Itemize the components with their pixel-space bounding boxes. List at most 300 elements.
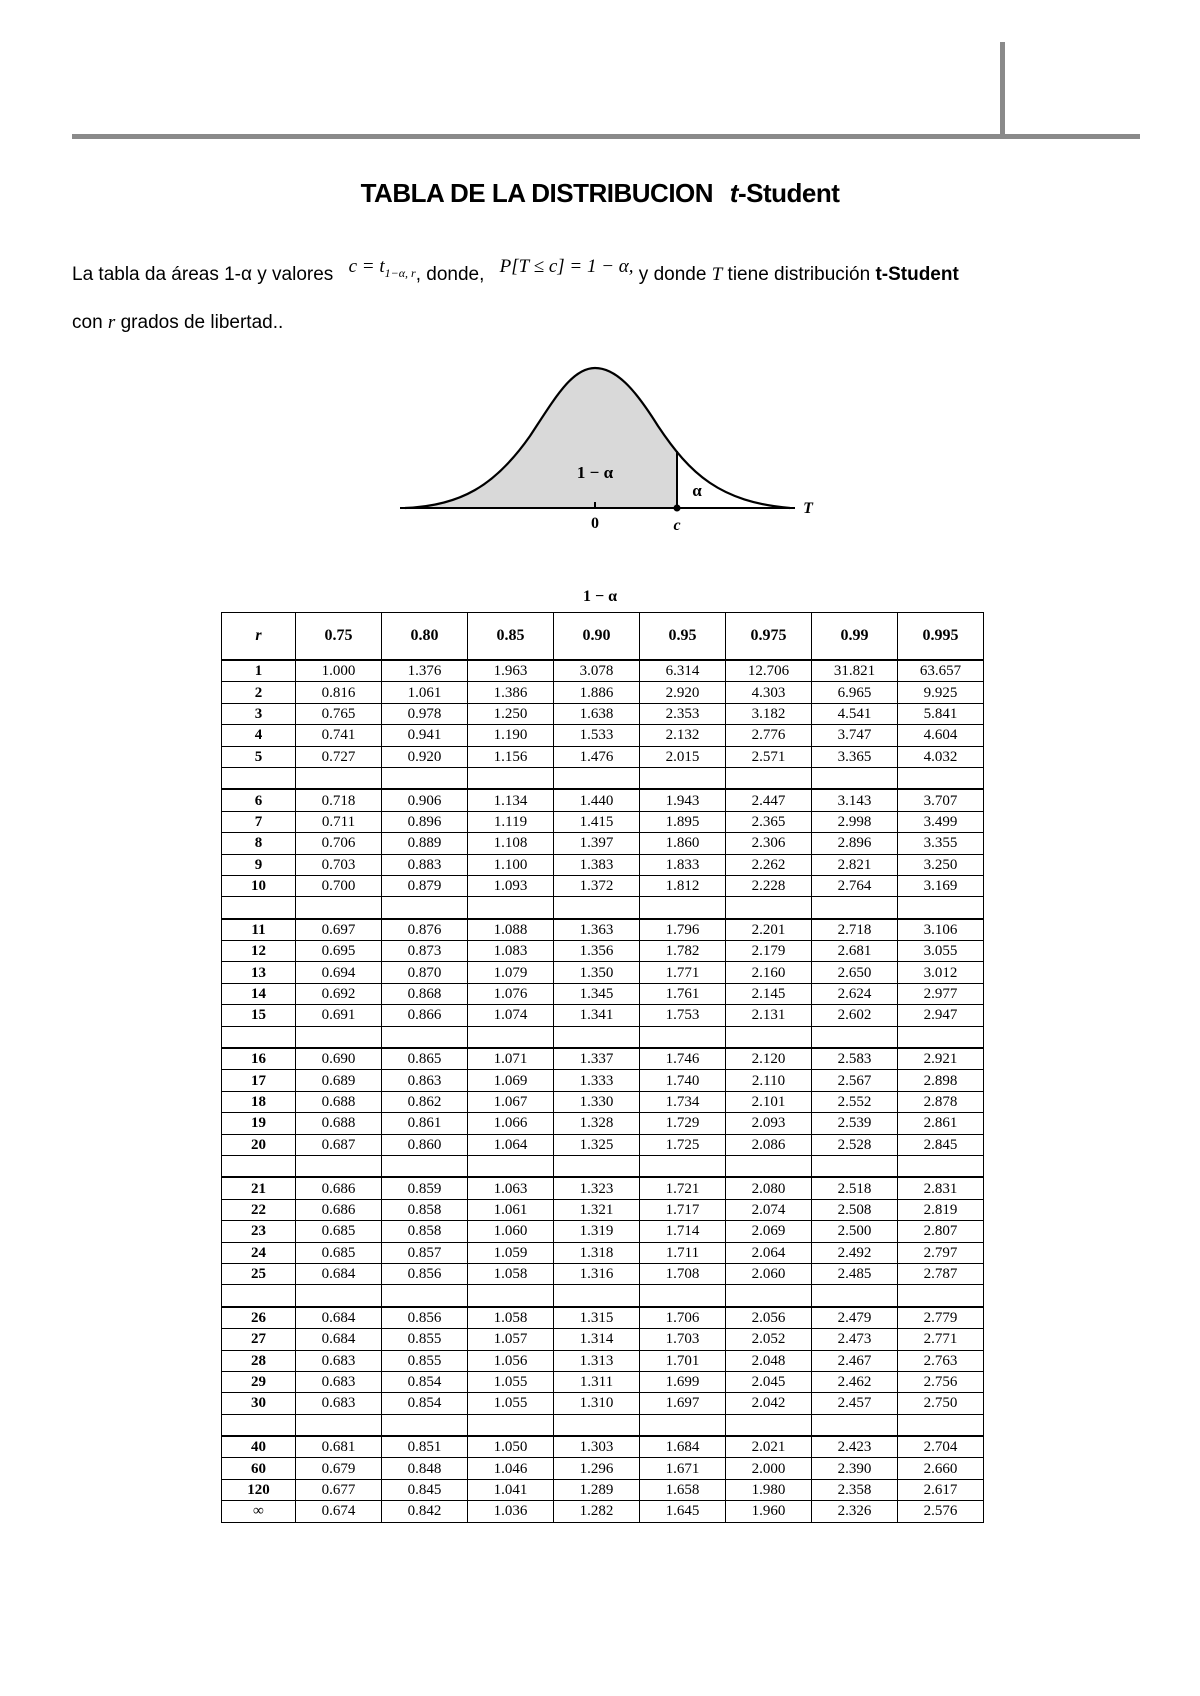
value-cell: 2.045 <box>726 1371 812 1392</box>
value-cell: 1.303 <box>554 1436 640 1458</box>
alpha-label: α <box>692 481 702 500</box>
value-cell: 0.845 <box>382 1479 468 1500</box>
df-cell: 24 <box>222 1242 296 1263</box>
table-row <box>222 1177 984 1199</box>
value-cell: 1.476 <box>554 746 640 767</box>
intro-tstudent: t-Student <box>875 264 959 285</box>
value-cell: 0.689 <box>296 1070 382 1091</box>
df-cell: ∞ <box>222 1501 296 1522</box>
value-cell: 0.859 <box>382 1177 468 1199</box>
df-cell: 25 <box>222 1263 296 1284</box>
value-cell: 2.492 <box>812 1242 898 1263</box>
value-cell: 2.624 <box>812 983 898 1004</box>
value-cell: 1.812 <box>640 875 726 896</box>
value-cell: 2.021 <box>726 1436 812 1458</box>
value-cell: 2.365 <box>726 811 812 832</box>
value-cell: 2.326 <box>812 1501 898 1522</box>
value-cell: 2.898 <box>898 1070 984 1091</box>
table-row <box>222 811 984 832</box>
value-cell: 0.683 <box>296 1371 382 1392</box>
value-cell: 2.390 <box>812 1458 898 1479</box>
df-cell: 26 <box>222 1307 296 1329</box>
value-cell: 2.120 <box>726 1048 812 1070</box>
value-cell: 2.750 <box>898 1393 984 1414</box>
value-cell: 1.250 <box>468 703 554 724</box>
spacer-cell <box>468 897 554 919</box>
value-cell: 0.741 <box>296 725 382 746</box>
df-cell: 17 <box>222 1070 296 1091</box>
spacer-cell <box>554 1285 640 1307</box>
value-cell: 2.896 <box>812 833 898 854</box>
table-row <box>222 746 984 767</box>
value-cell: 1.055 <box>468 1371 554 1392</box>
value-cell: 1.134 <box>468 789 554 811</box>
value-cell: 1.041 <box>468 1479 554 1500</box>
df-cell: 4 <box>222 725 296 746</box>
value-cell: 1.314 <box>554 1329 640 1350</box>
value-cell: 1.119 <box>468 811 554 832</box>
spacer-cell <box>468 1414 554 1436</box>
intro-alpha: α <box>241 264 252 285</box>
spacer-cell <box>898 1414 984 1436</box>
intro-text-5: tiene distribución <box>722 264 876 285</box>
df-cell: 29 <box>222 1371 296 1392</box>
value-cell: 3.012 <box>898 962 984 983</box>
value-cell: 2.779 <box>898 1307 984 1329</box>
value-cell: 1.350 <box>554 962 640 983</box>
spacer-cell <box>554 1414 640 1436</box>
spacer-cell <box>554 1155 640 1177</box>
spacer-cell <box>812 1155 898 1177</box>
value-cell: 2.583 <box>812 1048 898 1070</box>
df-cell: 27 <box>222 1329 296 1350</box>
df-cell: 21 <box>222 1177 296 1199</box>
table-caption: 1 − α <box>582 588 618 605</box>
value-cell: 2.179 <box>726 941 812 962</box>
value-cell: 0.686 <box>296 1199 382 1220</box>
spacer-cell <box>222 1026 296 1048</box>
header-cell: 0.85 <box>468 613 554 661</box>
value-cell: 1.108 <box>468 833 554 854</box>
value-cell: 2.821 <box>812 854 898 875</box>
value-cell: 1.729 <box>640 1113 726 1134</box>
value-cell: 1.386 <box>468 682 554 703</box>
value-cell: 12.706 <box>726 660 812 682</box>
value-cell: 2.977 <box>898 983 984 1004</box>
value-cell: 1.093 <box>468 875 554 896</box>
df-cell: 20 <box>222 1134 296 1155</box>
spacer-cell <box>898 1155 984 1177</box>
spacer-row <box>222 1026 984 1048</box>
value-cell: 1.050 <box>468 1436 554 1458</box>
table-row <box>222 1371 984 1392</box>
value-cell: 0.692 <box>296 983 382 1004</box>
value-cell: 0.851 <box>382 1436 468 1458</box>
value-cell: 1.056 <box>468 1350 554 1371</box>
value-cell: 1.684 <box>640 1436 726 1458</box>
value-cell: 1.717 <box>640 1199 726 1220</box>
value-cell: 0.684 <box>296 1329 382 1350</box>
header-cell: 0.95 <box>640 613 726 661</box>
value-cell: 1.057 <box>468 1329 554 1350</box>
df-cell: 18 <box>222 1091 296 1112</box>
value-cell: 2.000 <box>726 1458 812 1479</box>
value-cell: 1.699 <box>640 1371 726 1392</box>
value-cell: 0.865 <box>382 1048 468 1070</box>
value-cell: 1.943 <box>640 789 726 811</box>
value-cell: 0.686 <box>296 1177 382 1199</box>
value-cell: 2.080 <box>726 1177 812 1199</box>
spacer-cell <box>382 1026 468 1048</box>
df-cell: 16 <box>222 1048 296 1070</box>
value-cell: 2.093 <box>726 1113 812 1134</box>
value-cell: 2.479 <box>812 1307 898 1329</box>
value-cell: 0.866 <box>382 1005 468 1026</box>
table-row <box>222 1221 984 1242</box>
spacer-cell <box>640 1026 726 1048</box>
header-r: r <box>222 613 296 661</box>
value-cell: 1.059 <box>468 1242 554 1263</box>
value-cell: 1.315 <box>554 1307 640 1329</box>
value-cell: 0.685 <box>296 1242 382 1263</box>
table-row <box>222 1501 984 1522</box>
value-cell: 0.674 <box>296 1501 382 1522</box>
formula-c-main: c = t <box>348 256 385 277</box>
value-cell: 2.704 <box>898 1436 984 1458</box>
header-cell: 0.995 <box>898 613 984 661</box>
value-cell: 0.854 <box>382 1371 468 1392</box>
table-row <box>222 703 984 724</box>
value-cell: 1.671 <box>640 1458 726 1479</box>
value-cell: 2.160 <box>726 962 812 983</box>
spacer-cell <box>726 897 812 919</box>
value-cell: 1.066 <box>468 1113 554 1134</box>
value-cell: 2.921 <box>898 1048 984 1070</box>
intro-r: r <box>107 311 116 333</box>
table-row <box>222 789 984 811</box>
value-cell: 0.684 <box>296 1263 382 1284</box>
header-cell: 0.975 <box>726 613 812 661</box>
value-cell: 0.706 <box>296 833 382 854</box>
value-cell: 1.319 <box>554 1221 640 1242</box>
value-cell: 1.036 <box>468 1501 554 1522</box>
value-cell: 0.861 <box>382 1113 468 1134</box>
value-cell: 2.132 <box>640 725 726 746</box>
value-cell: 0.896 <box>382 811 468 832</box>
value-cell: 0.685 <box>296 1221 382 1242</box>
value-cell: 1.658 <box>640 1479 726 1500</box>
value-cell: 2.069 <box>726 1221 812 1242</box>
spacer-cell <box>296 1026 382 1048</box>
value-cell: 2.457 <box>812 1393 898 1414</box>
intro-T: T <box>711 264 723 285</box>
value-cell: 1.980 <box>726 1479 812 1500</box>
header-cell: 0.99 <box>812 613 898 661</box>
value-cell: 2.831 <box>898 1177 984 1199</box>
value-cell: 2.508 <box>812 1199 898 1220</box>
value-cell: 1.706 <box>640 1307 726 1329</box>
value-cell: 1.782 <box>640 941 726 962</box>
formula-c <box>349 246 416 294</box>
value-cell: 0.679 <box>296 1458 382 1479</box>
spacer-row <box>222 897 984 919</box>
value-cell: 1.711 <box>640 1242 726 1263</box>
value-cell: 1.071 <box>468 1048 554 1070</box>
value-cell: 0.727 <box>296 746 382 767</box>
df-cell: 8 <box>222 833 296 854</box>
value-cell: 0.978 <box>382 703 468 724</box>
value-cell: 2.998 <box>812 811 898 832</box>
value-cell: 3.055 <box>898 941 984 962</box>
header-cell: 0.90 <box>554 613 640 661</box>
table-row <box>222 919 984 941</box>
value-cell: 1.333 <box>554 1070 640 1091</box>
spacer-cell <box>812 1414 898 1436</box>
value-cell: 1.708 <box>640 1263 726 1284</box>
header-cell: 0.80 <box>382 613 468 661</box>
value-cell: 2.819 <box>898 1199 984 1220</box>
value-cell: 31.821 <box>812 660 898 682</box>
value-cell: 1.721 <box>640 1177 726 1199</box>
spacer-cell <box>726 1155 812 1177</box>
value-cell: 2.552 <box>812 1091 898 1112</box>
spacer-cell <box>812 897 898 919</box>
value-cell: 1.337 <box>554 1048 640 1070</box>
value-cell: 2.861 <box>898 1113 984 1134</box>
intro-paragraph <box>72 254 1140 344</box>
value-cell: 0.700 <box>296 875 382 896</box>
spacer-cell <box>382 1285 468 1307</box>
area-label: 1 − α <box>576 463 614 482</box>
value-cell: 2.787 <box>898 1263 984 1284</box>
value-cell: 1.310 <box>554 1393 640 1414</box>
spacer-cell <box>222 897 296 919</box>
value-cell: 1.061 <box>382 682 468 703</box>
value-cell: 9.925 <box>898 682 984 703</box>
spacer-cell <box>726 1414 812 1436</box>
value-cell: 0.870 <box>382 962 468 983</box>
df-cell: 5 <box>222 746 296 767</box>
value-cell: 0.868 <box>382 983 468 1004</box>
value-cell: 2.060 <box>726 1263 812 1284</box>
value-cell: 0.695 <box>296 941 382 962</box>
value-cell: 0.683 <box>296 1393 382 1414</box>
table-row <box>222 854 984 875</box>
value-cell: 2.467 <box>812 1350 898 1371</box>
table-row <box>222 1307 984 1329</box>
value-cell: 6.314 <box>640 660 726 682</box>
value-cell: 1.069 <box>468 1070 554 1091</box>
value-cell: 0.889 <box>382 833 468 854</box>
value-cell: 0.856 <box>382 1307 468 1329</box>
title-suffix: -Student <box>737 178 840 208</box>
value-cell: 1.100 <box>468 854 554 875</box>
value-cell: 3.169 <box>898 875 984 896</box>
value-cell: 3.707 <box>898 789 984 811</box>
value-cell: 2.306 <box>726 833 812 854</box>
value-cell: 1.963 <box>468 660 554 682</box>
spacer-cell <box>640 1155 726 1177</box>
spacer-cell <box>812 767 898 789</box>
value-cell: 0.694 <box>296 962 382 983</box>
spacer-cell <box>898 767 984 789</box>
intro-text-2: y valores <box>252 264 334 285</box>
value-cell: 1.190 <box>468 725 554 746</box>
value-cell: 0.683 <box>296 1350 382 1371</box>
value-cell: 2.228 <box>726 875 812 896</box>
value-cell: 1.316 <box>554 1263 640 1284</box>
spacer-row <box>222 1414 984 1436</box>
value-cell: 2.947 <box>898 1005 984 1026</box>
value-cell: 1.372 <box>554 875 640 896</box>
value-cell: 0.879 <box>382 875 468 896</box>
spacer-cell <box>468 767 554 789</box>
header-vertical-rule <box>1000 42 1005 138</box>
value-cell: 0.688 <box>296 1113 382 1134</box>
df-cell: 22 <box>222 1199 296 1220</box>
value-cell: 2.571 <box>726 746 812 767</box>
value-cell: 0.920 <box>382 746 468 767</box>
value-cell: 0.906 <box>382 789 468 811</box>
value-cell: 0.816 <box>296 682 382 703</box>
df-cell: 9 <box>222 854 296 875</box>
value-cell: 1.074 <box>468 1005 554 1026</box>
value-cell: 0.855 <box>382 1350 468 1371</box>
value-cell: 2.015 <box>640 746 726 767</box>
t-table <box>221 612 984 1523</box>
value-cell: 2.358 <box>812 1479 898 1500</box>
value-cell: 2.423 <box>812 1436 898 1458</box>
table-row <box>222 1199 984 1220</box>
value-cell: 0.690 <box>296 1048 382 1070</box>
value-cell: 0.876 <box>382 919 468 941</box>
value-cell: 1.058 <box>468 1263 554 1284</box>
value-cell: 1.325 <box>554 1134 640 1155</box>
value-cell: 0.711 <box>296 811 382 832</box>
df-cell: 60 <box>222 1458 296 1479</box>
value-cell: 0.858 <box>382 1221 468 1242</box>
value-cell: 1.697 <box>640 1393 726 1414</box>
value-cell: 1.833 <box>640 854 726 875</box>
df-cell: 40 <box>222 1436 296 1458</box>
df-cell: 12 <box>222 941 296 962</box>
value-cell: 2.528 <box>812 1134 898 1155</box>
table-row <box>222 1113 984 1134</box>
value-cell: 0.718 <box>296 789 382 811</box>
value-cell: 2.462 <box>812 1371 898 1392</box>
spacer-cell <box>640 1414 726 1436</box>
value-cell: 0.703 <box>296 854 382 875</box>
spacer-cell <box>296 767 382 789</box>
value-cell: 2.074 <box>726 1199 812 1220</box>
value-cell: 2.650 <box>812 962 898 983</box>
value-cell: 2.447 <box>726 789 812 811</box>
spacer-cell <box>554 1026 640 1048</box>
value-cell: 2.131 <box>726 1005 812 1026</box>
value-cell: 2.776 <box>726 725 812 746</box>
value-cell: 3.078 <box>554 660 640 682</box>
value-cell: 1.703 <box>640 1329 726 1350</box>
table-row <box>222 833 984 854</box>
df-cell: 120 <box>222 1479 296 1500</box>
value-cell: 2.048 <box>726 1350 812 1371</box>
df-cell: 11 <box>222 919 296 941</box>
value-cell: 1.363 <box>554 919 640 941</box>
value-cell: 2.064 <box>726 1242 812 1263</box>
value-cell: 2.485 <box>812 1263 898 1284</box>
spacer-cell <box>382 1414 468 1436</box>
intro-text-4: y donde <box>633 264 712 285</box>
spacer-cell <box>640 897 726 919</box>
intro-text-7: grados de libertad.. <box>115 311 284 333</box>
table-row <box>222 1458 984 1479</box>
df-cell: 3 <box>222 703 296 724</box>
df-cell: 15 <box>222 1005 296 1026</box>
table-row <box>222 660 984 682</box>
value-cell: 1.533 <box>554 725 640 746</box>
value-cell: 2.353 <box>640 703 726 724</box>
value-cell: 3.365 <box>812 746 898 767</box>
spacer-cell <box>468 1026 554 1048</box>
spacer-cell <box>640 767 726 789</box>
table-row <box>222 1070 984 1091</box>
value-cell: 1.064 <box>468 1134 554 1155</box>
value-cell: 2.539 <box>812 1113 898 1134</box>
value-cell: 1.725 <box>640 1134 726 1155</box>
value-cell: 0.688 <box>296 1091 382 1112</box>
value-cell: 0.873 <box>382 941 468 962</box>
value-cell: 2.797 <box>898 1242 984 1263</box>
value-cell: 0.883 <box>382 854 468 875</box>
table-row <box>222 1091 984 1112</box>
value-cell: 2.500 <box>812 1221 898 1242</box>
df-cell: 7 <box>222 811 296 832</box>
df-cell: 30 <box>222 1393 296 1414</box>
df-cell: 23 <box>222 1221 296 1242</box>
value-cell: 2.764 <box>812 875 898 896</box>
header-cell: 0.75 <box>296 613 382 661</box>
spacer-cell <box>222 1155 296 1177</box>
value-cell: 0.941 <box>382 725 468 746</box>
value-cell: 2.042 <box>726 1393 812 1414</box>
table-row <box>222 1479 984 1500</box>
spacer-cell <box>898 1026 984 1048</box>
df-cell: 1 <box>222 660 296 682</box>
value-cell: 1.313 <box>554 1350 640 1371</box>
c-label: c <box>673 517 681 534</box>
header-rule <box>72 134 1140 139</box>
spacer-cell <box>726 767 812 789</box>
value-cell: 4.541 <box>812 703 898 724</box>
table-row <box>222 1329 984 1350</box>
value-cell: 2.086 <box>726 1134 812 1155</box>
spacer-cell <box>898 1285 984 1307</box>
table-row <box>222 962 984 983</box>
value-cell: 2.518 <box>812 1177 898 1199</box>
value-cell: 0.862 <box>382 1091 468 1112</box>
df-cell: 28 <box>222 1350 296 1371</box>
value-cell: 1.771 <box>640 962 726 983</box>
value-cell: 1.296 <box>554 1458 640 1479</box>
t-distribution-figure <box>400 356 820 536</box>
value-cell: 1.638 <box>554 703 640 724</box>
value-cell: 1.318 <box>554 1242 640 1263</box>
value-cell: 1.311 <box>554 1371 640 1392</box>
value-cell: 1.323 <box>554 1177 640 1199</box>
spacer-cell <box>812 1026 898 1048</box>
table-row <box>222 1048 984 1070</box>
value-cell: 0.856 <box>382 1263 468 1284</box>
